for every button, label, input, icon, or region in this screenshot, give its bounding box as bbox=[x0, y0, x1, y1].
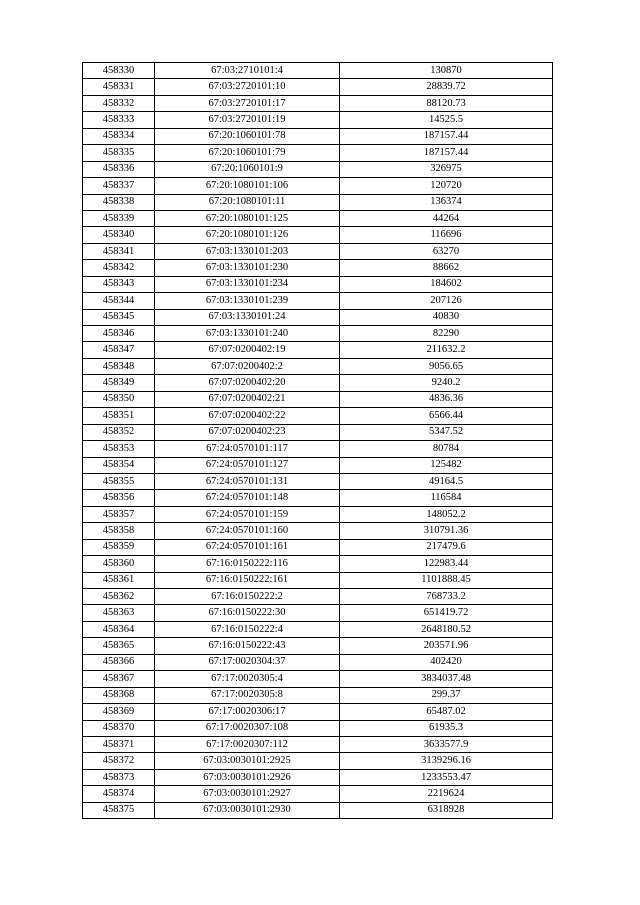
value-cell: 184602 bbox=[340, 276, 553, 292]
row-number-cell: 458371 bbox=[83, 736, 155, 752]
row-number-cell: 458356 bbox=[83, 490, 155, 506]
row-number-cell: 458338 bbox=[83, 194, 155, 210]
cadastral-number-cell: 67:03:0030101:2926 bbox=[155, 769, 340, 785]
value-cell: 61935.3 bbox=[340, 720, 553, 736]
cadastral-number-cell: 67:03:1330101:239 bbox=[155, 293, 340, 309]
row-number-cell: 458367 bbox=[83, 671, 155, 687]
cadastral-number-cell: 67:24:0570101:117 bbox=[155, 441, 340, 457]
table-row bbox=[83, 572, 553, 588]
row-number-cell: 458340 bbox=[83, 227, 155, 243]
value-cell: 49164.5 bbox=[340, 473, 553, 489]
row-number-cell: 458345 bbox=[83, 309, 155, 325]
row-number-cell: 458331 bbox=[83, 79, 155, 95]
row-number-cell: 458366 bbox=[83, 654, 155, 670]
row-number-cell: 458348 bbox=[83, 358, 155, 374]
table-row bbox=[83, 720, 553, 736]
table-row bbox=[83, 671, 553, 687]
table-row bbox=[83, 457, 553, 473]
row-number-cell: 458334 bbox=[83, 128, 155, 144]
cadastral-number-cell: 67:24:0570101:148 bbox=[155, 490, 340, 506]
cadastral-number-cell: 67:17:0020305:4 bbox=[155, 671, 340, 687]
value-cell: 122983.44 bbox=[340, 556, 553, 572]
table-row bbox=[83, 293, 553, 309]
row-number-cell: 458350 bbox=[83, 391, 155, 407]
cadastral-number-cell: 67:17:0020305:8 bbox=[155, 687, 340, 703]
row-number-cell: 458343 bbox=[83, 276, 155, 292]
cadastral-number-cell: 67:03:1330101:24 bbox=[155, 309, 340, 325]
value-cell: 326975 bbox=[340, 161, 553, 177]
table-row bbox=[83, 687, 553, 703]
value-cell: 3139296.16 bbox=[340, 753, 553, 769]
table-row bbox=[83, 243, 553, 259]
value-cell: 82290 bbox=[340, 326, 553, 342]
value-cell: 217479.6 bbox=[340, 539, 553, 555]
table-row bbox=[83, 441, 553, 457]
value-cell: 120720 bbox=[340, 178, 553, 194]
table-row bbox=[83, 161, 553, 177]
value-cell: 3834037.48 bbox=[340, 671, 553, 687]
row-number-cell: 458346 bbox=[83, 326, 155, 342]
row-number-cell: 458352 bbox=[83, 424, 155, 440]
value-cell: 3633577.9 bbox=[340, 736, 553, 752]
value-cell: 125482 bbox=[340, 457, 553, 473]
cadastral-number-cell: 67:03:2720101:10 bbox=[155, 79, 340, 95]
table-row bbox=[83, 358, 553, 374]
cadastral-number-cell: 67:16:0150222:4 bbox=[155, 621, 340, 637]
cadastral-number-cell: 67:16:0150222:116 bbox=[155, 556, 340, 572]
table-row bbox=[83, 621, 553, 637]
cadastral-number-cell: 67:24:0570101:160 bbox=[155, 523, 340, 539]
value-cell: 9056.65 bbox=[340, 358, 553, 374]
cadastral-number-cell: 67:20:1080101:126 bbox=[155, 227, 340, 243]
table-row bbox=[83, 704, 553, 720]
value-cell: 148052.2 bbox=[340, 506, 553, 522]
table-row bbox=[83, 375, 553, 391]
row-number-cell: 458373 bbox=[83, 769, 155, 785]
row-number-cell: 458372 bbox=[83, 753, 155, 769]
value-cell: 187157.44 bbox=[340, 128, 553, 144]
data-table bbox=[82, 62, 553, 819]
value-cell: 80784 bbox=[340, 441, 553, 457]
cadastral-number-cell: 67:17:0020304:37 bbox=[155, 654, 340, 670]
row-number-cell: 458363 bbox=[83, 605, 155, 621]
value-cell: 9240.2 bbox=[340, 375, 553, 391]
value-cell: 6566.44 bbox=[340, 408, 553, 424]
value-cell: 310791.36 bbox=[340, 523, 553, 539]
row-number-cell: 458359 bbox=[83, 539, 155, 555]
table-row bbox=[83, 112, 553, 128]
table-row bbox=[83, 210, 553, 226]
value-cell: 203571.96 bbox=[340, 638, 553, 654]
row-number-cell: 458358 bbox=[83, 523, 155, 539]
value-cell: 187157.44 bbox=[340, 145, 553, 161]
cadastral-number-cell: 67:03:0030101:2927 bbox=[155, 786, 340, 802]
table-row bbox=[83, 786, 553, 802]
cadastral-number-cell: 67:03:2710101:4 bbox=[155, 63, 340, 79]
table-row bbox=[83, 736, 553, 752]
cadastral-number-cell: 67:03:1330101:234 bbox=[155, 276, 340, 292]
cadastral-number-cell: 67:03:1330101:240 bbox=[155, 326, 340, 342]
value-cell: 211632.2 bbox=[340, 342, 553, 358]
cadastral-number-cell: 67:07:0200402:2 bbox=[155, 358, 340, 374]
value-cell: 130870 bbox=[340, 63, 553, 79]
table-row bbox=[83, 769, 553, 785]
cadastral-number-cell: 67:20:1080101:11 bbox=[155, 194, 340, 210]
value-cell: 402420 bbox=[340, 654, 553, 670]
table-row bbox=[83, 326, 553, 342]
value-cell: 299.37 bbox=[340, 687, 553, 703]
table-row bbox=[83, 95, 553, 111]
value-cell: 116696 bbox=[340, 227, 553, 243]
table-row bbox=[83, 802, 553, 818]
cadastral-number-cell: 67:20:1080101:125 bbox=[155, 210, 340, 226]
row-number-cell: 458365 bbox=[83, 638, 155, 654]
row-number-cell: 458335 bbox=[83, 145, 155, 161]
value-cell: 651419.72 bbox=[340, 605, 553, 621]
cadastral-number-cell: 67:03:1330101:230 bbox=[155, 260, 340, 276]
row-number-cell: 458344 bbox=[83, 293, 155, 309]
table-row bbox=[83, 556, 553, 572]
cadastral-number-cell: 67:24:0570101:161 bbox=[155, 539, 340, 555]
row-number-cell: 458332 bbox=[83, 95, 155, 111]
row-number-cell: 458370 bbox=[83, 720, 155, 736]
row-number-cell: 458337 bbox=[83, 178, 155, 194]
table-row bbox=[83, 424, 553, 440]
cadastral-number-cell: 67:07:0200402:20 bbox=[155, 375, 340, 391]
row-number-cell: 458374 bbox=[83, 786, 155, 802]
value-cell: 14525.5 bbox=[340, 112, 553, 128]
table-row bbox=[83, 194, 553, 210]
row-number-cell: 458347 bbox=[83, 342, 155, 358]
cadastral-number-cell: 67:17:0020307:112 bbox=[155, 736, 340, 752]
table-row bbox=[83, 391, 553, 407]
table-row bbox=[83, 539, 553, 555]
table-row bbox=[83, 309, 553, 325]
value-cell: 136374 bbox=[340, 194, 553, 210]
cadastral-number-cell: 67:16:0150222:2 bbox=[155, 589, 340, 605]
table-row bbox=[83, 63, 553, 79]
value-cell: 1101888.45 bbox=[340, 572, 553, 588]
row-number-cell: 458341 bbox=[83, 243, 155, 259]
value-cell: 6318928 bbox=[340, 802, 553, 818]
table-row bbox=[83, 178, 553, 194]
row-number-cell: 458354 bbox=[83, 457, 155, 473]
cadastral-number-cell: 67:17:0020306:17 bbox=[155, 704, 340, 720]
row-number-cell: 458361 bbox=[83, 572, 155, 588]
cadastral-number-cell: 67:07:0200402:23 bbox=[155, 424, 340, 440]
cadastral-number-cell: 67:07:0200402:21 bbox=[155, 391, 340, 407]
value-cell: 4836.36 bbox=[340, 391, 553, 407]
table-row bbox=[83, 654, 553, 670]
table-row bbox=[83, 408, 553, 424]
value-cell: 44264 bbox=[340, 210, 553, 226]
table-row bbox=[83, 342, 553, 358]
table-row bbox=[83, 490, 553, 506]
cadastral-number-cell: 67:03:2720101:17 bbox=[155, 95, 340, 111]
table-row bbox=[83, 260, 553, 276]
table-row bbox=[83, 638, 553, 654]
row-number-cell: 458355 bbox=[83, 473, 155, 489]
value-cell: 28839.72 bbox=[340, 79, 553, 95]
cadastral-number-cell: 67:20:1060101:78 bbox=[155, 128, 340, 144]
cadastral-number-cell: 67:24:0570101:159 bbox=[155, 506, 340, 522]
row-number-cell: 458353 bbox=[83, 441, 155, 457]
row-number-cell: 458330 bbox=[83, 63, 155, 79]
value-cell: 65487.02 bbox=[340, 704, 553, 720]
table-row bbox=[83, 145, 553, 161]
table-row bbox=[83, 227, 553, 243]
value-cell: 1233553.47 bbox=[340, 769, 553, 785]
value-cell: 2648180.52 bbox=[340, 621, 553, 637]
cadastral-number-cell: 67:03:2720101:19 bbox=[155, 112, 340, 128]
table-row bbox=[83, 128, 553, 144]
cadastral-number-cell: 67:16:0150222:30 bbox=[155, 605, 340, 621]
value-cell: 63270 bbox=[340, 243, 553, 259]
table-row bbox=[83, 506, 553, 522]
cadastral-number-cell: 67:24:0570101:127 bbox=[155, 457, 340, 473]
table-row bbox=[83, 523, 553, 539]
value-cell: 207126 bbox=[340, 293, 553, 309]
cadastral-number-cell: 67:17:0020307:108 bbox=[155, 720, 340, 736]
table-row bbox=[83, 79, 553, 95]
cadastral-number-cell: 67:03:0030101:2930 bbox=[155, 802, 340, 818]
row-number-cell: 458351 bbox=[83, 408, 155, 424]
table-row bbox=[83, 753, 553, 769]
row-number-cell: 458357 bbox=[83, 506, 155, 522]
row-number-cell: 458360 bbox=[83, 556, 155, 572]
cadastral-number-cell: 67:03:0030101:2925 bbox=[155, 753, 340, 769]
value-cell: 40830 bbox=[340, 309, 553, 325]
row-number-cell: 458362 bbox=[83, 589, 155, 605]
row-number-cell: 458349 bbox=[83, 375, 155, 391]
cadastral-number-cell: 67:07:0200402:22 bbox=[155, 408, 340, 424]
row-number-cell: 458369 bbox=[83, 704, 155, 720]
value-cell: 2219624 bbox=[340, 786, 553, 802]
cadastral-number-cell: 67:20:1060101:79 bbox=[155, 145, 340, 161]
row-number-cell: 458375 bbox=[83, 802, 155, 818]
cadastral-number-cell: 67:07:0200402:19 bbox=[155, 342, 340, 358]
table-row bbox=[83, 276, 553, 292]
row-number-cell: 458339 bbox=[83, 210, 155, 226]
value-cell: 768733.2 bbox=[340, 589, 553, 605]
value-cell: 88120.73 bbox=[340, 95, 553, 111]
cadastral-number-cell: 67:20:1060101:9 bbox=[155, 161, 340, 177]
cadastral-number-cell: 67:16:0150222:43 bbox=[155, 638, 340, 654]
table-row bbox=[83, 473, 553, 489]
cadastral-number-cell: 67:24:0570101:131 bbox=[155, 473, 340, 489]
row-number-cell: 458336 bbox=[83, 161, 155, 177]
cadastral-number-cell: 67:03:1330101:203 bbox=[155, 243, 340, 259]
value-cell: 116584 bbox=[340, 490, 553, 506]
value-cell: 5347.52 bbox=[340, 424, 553, 440]
row-number-cell: 458364 bbox=[83, 621, 155, 637]
table-row bbox=[83, 589, 553, 605]
row-number-cell: 458342 bbox=[83, 260, 155, 276]
row-number-cell: 458368 bbox=[83, 687, 155, 703]
table-body bbox=[83, 63, 553, 819]
cadastral-number-cell: 67:20:1080101:106 bbox=[155, 178, 340, 194]
value-cell: 88662 bbox=[340, 260, 553, 276]
row-number-cell: 458333 bbox=[83, 112, 155, 128]
cadastral-number-cell: 67:16:0150222:161 bbox=[155, 572, 340, 588]
table-row bbox=[83, 605, 553, 621]
